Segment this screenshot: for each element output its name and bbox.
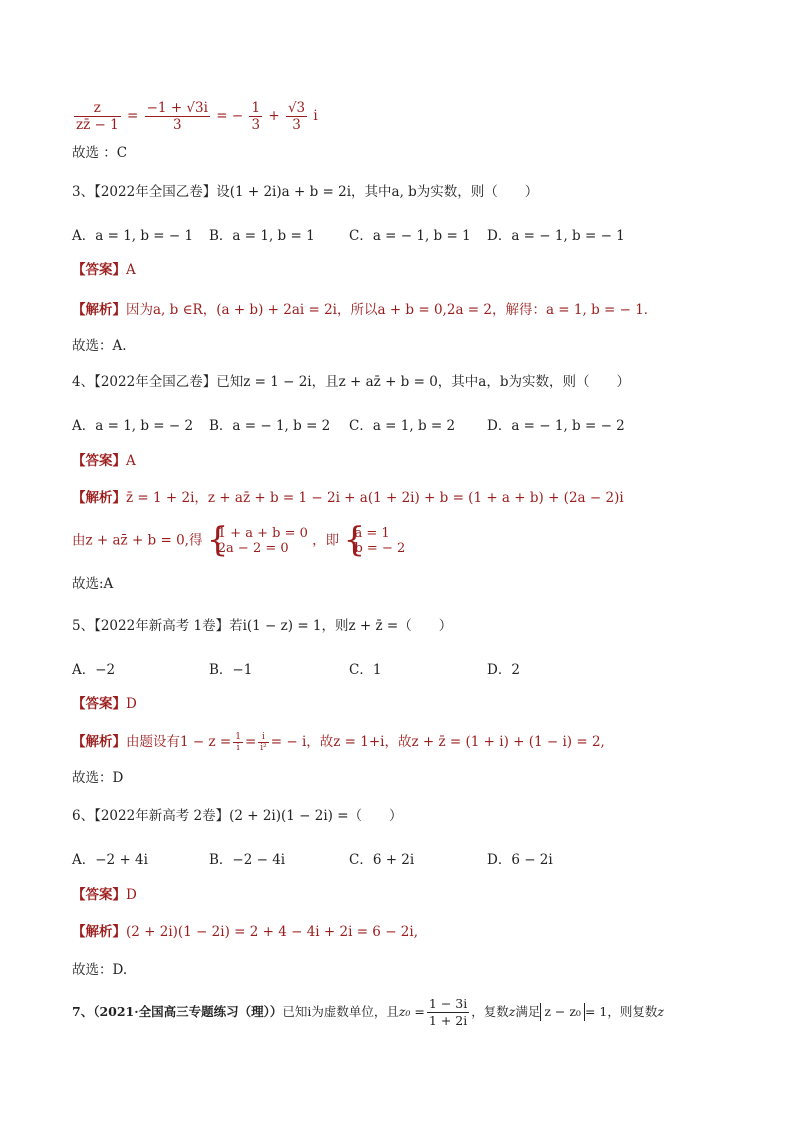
q5-option-b[interactable]: B．−1	[209, 662, 253, 678]
fraction-z0: $\frac{1 - 3i}{1 + 2i}$	[428, 996, 468, 1028]
q4-option-a[interactable]: A．a = 1, b = − 2	[72, 418, 194, 434]
q3-option-d[interactable]: D．a = − 1, b = − 1	[487, 228, 625, 244]
q3-answer: 【答案】A	[72, 262, 136, 278]
equation-system-1: { 1 + a + b = 0 2a − 2 = 0	[209, 526, 308, 556]
q3-conclusion: 故选：A.	[72, 338, 127, 354]
equation-system-2: { a = 1 b = − 2	[345, 526, 405, 556]
fraction-right-a: $\frac{1}{3}$	[251, 100, 261, 133]
q6-option-a[interactable]: A．−2 + 4i	[72, 852, 148, 868]
q5-stem: 5、【2022年新高考 1卷】若i(1 − z) = 1，则z + z̄ =（ ）	[72, 618, 453, 634]
q3-option-a[interactable]: A．a = 1, b = − 1	[72, 228, 194, 244]
q6-option-d[interactable]: D．6 − 2i	[487, 852, 553, 868]
q4-option-c[interactable]: C．a = 1, b = 2	[349, 418, 456, 434]
q4-conclusion: 故选:A	[72, 576, 114, 592]
q3-stem: 3、【2022年全国乙卷】设(1 + 2i)a + b = 2i，其中a, b为实数，则（ ）	[72, 184, 539, 200]
q6-conclusion: 故选：D.	[72, 962, 128, 978]
q6-stem: 6、【2022年新高考 2卷】(2 + 2i)(1 − 2i) =（ ）	[72, 808, 403, 824]
intro-choice: 故选 ：C	[72, 145, 128, 161]
q4-option-b[interactable]: B．a = − 1, b = 2	[209, 418, 331, 434]
q5-option-a[interactable]: A．−2	[72, 662, 116, 678]
q4-stem: 4、【2022年全国乙卷】已知z = 1 − 2i，且z + az̄ + b = 0，其中a，b为实数，则（ ）	[72, 374, 630, 390]
q6-option-b[interactable]: B．−2 − 4i	[209, 852, 286, 868]
q4-option-d[interactable]: D．a = − 1, b = − 2	[487, 418, 625, 434]
q3-option-c[interactable]: C．a = − 1, b = 1	[349, 228, 471, 244]
fraction-i-over-i-squared: $\frac{i}{\text{i²}}$	[260, 732, 267, 753]
q5-conclusion: 故选：D	[72, 770, 124, 786]
q5-option-d[interactable]: D．2	[487, 662, 520, 678]
fraction-one-over-i: $\frac{1}{i}$	[235, 732, 241, 753]
q4-analysis-system: 由z + az̄ + b = 0,得 { 1 + a + b = 0 2a − 2 = 0 ，即 { a = 1 b = − 2	[72, 526, 405, 556]
fraction-mid: $\frac{-1 + √3i}{3}$	[146, 100, 208, 133]
q5-analysis: 【解析】由题设有1 − z = $\frac{1}{i}$ = $\frac{i}{\text{i²}}$ = − i，故z = 1+i，故z + z̄ = (1 + i) + (1 − i) = 2,	[72, 732, 605, 753]
q6-option-c[interactable]: C．6 + 2i	[349, 852, 415, 868]
fraction-right-b: $\frac{√3}{3}$	[287, 100, 306, 133]
q3-option-b[interactable]: B．a = 1, b = 1	[209, 228, 315, 244]
q5-option-c[interactable]: C．1	[349, 662, 382, 678]
q3-analysis: 【解析】因为a, b ∈R，(a + b) + 2ai = 2i，所以a + b = 0,2a = 2，解得：a = 1, b = − 1．	[72, 302, 658, 318]
q6-answer: 【答案】D	[72, 887, 137, 903]
q4-analysis: 【解析】z̄ = 1 + 2i，z + az̄ + b = 1 − 2i + a(1 + 2i) + b = (1 + a + b) + (2a − 2)i	[72, 490, 624, 506]
q6-analysis: 【解析】(2 + 2i)(1 − 2i) = 2 + 4 − 4i + 2i = 6 − 2i,	[72, 924, 418, 940]
fraction-left: $\frac{z}{zz̄ - 1}$	[76, 100, 119, 133]
q7-stem: 7、（2021·全国高三专题练习（理））已知i为虚数单位，且z₀ = $\frac{1 - 3i}{1 + 2i}$ ，复数z满足 z − z₀ = 1，则复数z	[72, 996, 664, 1028]
q5-answer: 【答案】D	[72, 696, 137, 712]
q5-analysis-body: 由题设有1 − z = $\frac{1}{i}$ = $\frac{i}{\text{i²}}$ = − i，故z = 1+i，故z + z̄ = (1 + i) + (1 − i) = 2,	[126, 732, 605, 753]
intro-formula: $\frac{z}{zz̄ - 1}$ = $\frac{-1 + √3i}{3}$ = − $\frac{1}{3}$ + $\frac{√3}{3}$ i	[76, 100, 318, 133]
absolute-value: z − z₀	[540, 1003, 585, 1021]
q4-answer: 【答案】A	[72, 453, 136, 469]
